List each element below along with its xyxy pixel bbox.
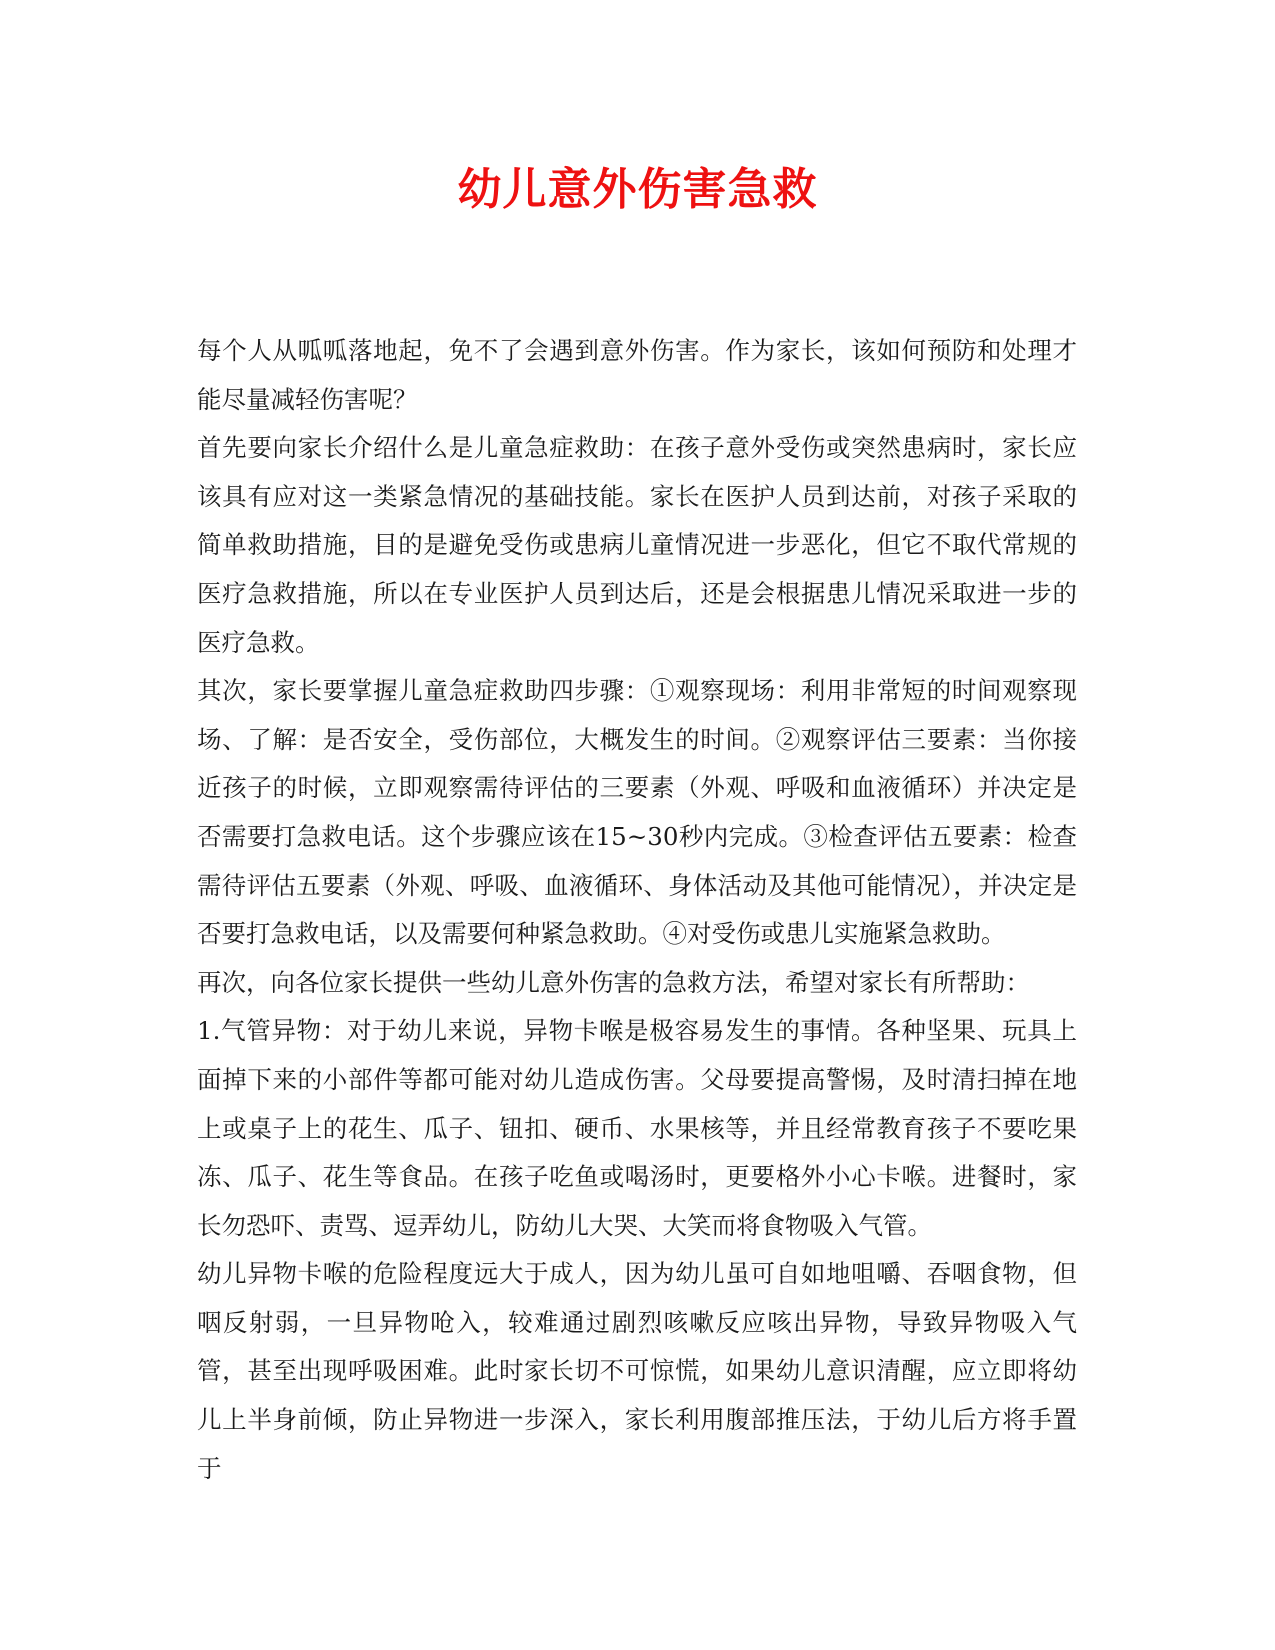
document-body (197, 327, 1077, 1493)
document-title: 幼儿意外伤害急救 (457, 164, 818, 215)
paragraph-definition: 首先要向家长介绍什么是儿童急症救助：在孩子意外受伤或突然患病时，家长应该具有应对这一类紧急情况的基础技能。家长在医护人员到达前，对孩子采取的简单救助措施，目的是避免受伤或患病儿童情况进一步恶化，但它不取代常规的医疗急救措施，所以在专业医护人员到达后，还是会根据患儿情况采取进一步的医疗急救。 (197, 433, 1077, 657)
paragraph-methods-intro: 再次，向各位家长提供一些幼儿意外伤害的急救方法，希望对家长有所帮助： (197, 967, 1030, 997)
paragraph-airway-foreign-body: 1.气管异物：对于幼儿来说，异物卡喉是极容易发生的事情。各种坚果、玩具上面掉下来的小部件等都可能对幼儿造成伤害。父母要提高警惕，及时清扫掉在地上或桌子上的花生、瓜子、钮扣、硬币、水果核等，并且经常教育孩子不要吃果冻、瓜子、花生等食品。在孩子吃鱼或喝汤时，更要格外小心卡喉。进餐时，家长勿恐吓、责骂、逗弄幼儿，防幼儿大哭、大笑而将食物吸入气管。 (197, 1016, 1077, 1240)
paragraph-choking-danger: 幼儿异物卡喉的危险程度远大于成人，因为幼儿虽可自如地咀嚼、吞咽食物，但咽反射弱，一旦异物呛入，较难通过剧烈咳嗽反应咳出异物，导致异物吸入气管，甚至出现呼吸困难。此时家长切不可惊慌，如果幼儿意识清醒，应立即将幼儿上半身前倾，防止异物进一步深入，家长利用腹部推压法，于幼儿后方将手置于 (197, 1259, 1077, 1483)
paragraph-four-steps: 其次，家长要掌握儿童急症救助四步骤：①观察现场：利用非常短的时间观察现场、了解：是否安全，受伤部位，大概发生的时间。②观察评估三要素：当你接近孩子的时候，立即观察需待评估的三要素（外观、呼吸和血液循环）并决定是否需要打急救电话。这个步骤应该在15~30秒内完成。③检查评估五要素：检查需待评估五要素（外观、呼吸、血液循环、身体活动及其他可能情况），并决定是否要打急救电话，以及需要何种紧急救助。④对受伤或患儿实施紧急救助。 (197, 676, 1077, 949)
paragraph-intro: 每个人从呱呱落地起，免不了会遇到意外伤害。作为家长，该如何预防和处理才能尽量减轻伤害呢？ (197, 336, 1077, 414)
